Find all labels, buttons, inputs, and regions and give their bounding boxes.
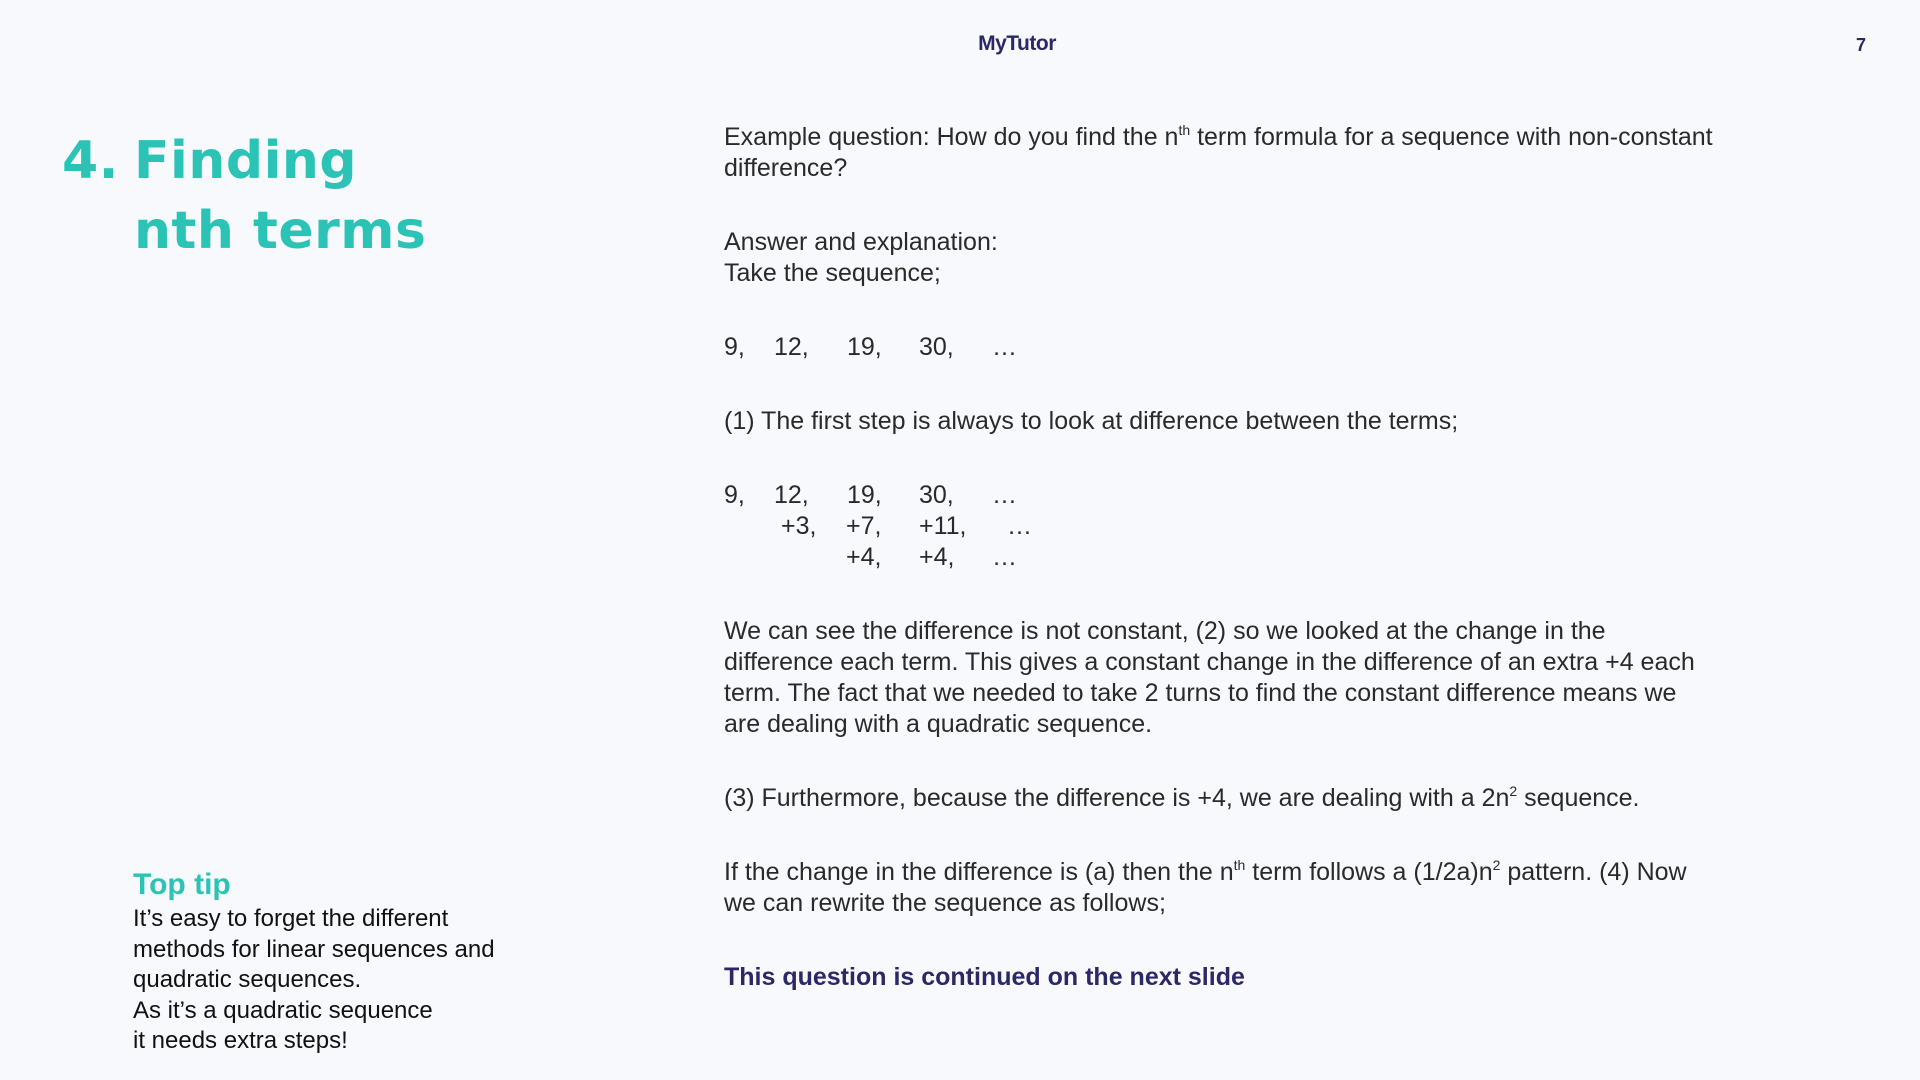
mytutor-logo: MyTutor xyxy=(978,32,1056,55)
first-difference-row xyxy=(724,511,1784,542)
sequence-term: 30, xyxy=(919,333,954,361)
explanation-line: We can see the difference is not constant, (2) so we looked at the change in the xyxy=(724,617,1606,645)
title-line2: nth terms xyxy=(134,201,427,261)
rule-line2: we can rewrite the sequence as follows; xyxy=(724,889,1166,917)
difference-term: +11, xyxy=(919,512,967,540)
explanation-line: difference each term. This gives a constant change in the difference of an extra +4 each xyxy=(724,648,1695,676)
explanation-line: term. The fact that we needed to take 2 turns to find the constant difference means we xyxy=(724,679,1677,707)
step-3: (3) Furthermore, because the difference is +4, we are dealing with a $2n^2$ sequence. xyxy=(724,783,1640,812)
take-sequence: Take the sequence; xyxy=(724,259,941,287)
top-tip-body xyxy=(133,904,495,1057)
sequence-row xyxy=(724,480,1784,511)
difference-term: +7, xyxy=(846,512,882,540)
example-question: Example question: How do you find the $n^{th}$ term formula for a sequence with non-constant xyxy=(724,122,1713,151)
continued-note: This question is continued on the next slide xyxy=(724,963,1245,991)
sequence-term: 12, xyxy=(774,333,809,361)
title-line1: Finding xyxy=(134,131,358,191)
difference-term: +4, xyxy=(846,543,882,571)
sequence-term: … xyxy=(992,333,1017,361)
sequence-row xyxy=(724,332,1784,363)
difference-term: … xyxy=(1007,512,1032,540)
sequence-term: 19, xyxy=(847,333,882,361)
slide-title xyxy=(62,126,426,266)
tip-line: methods for linear sequences and xyxy=(133,935,495,963)
answer-label: Answer and explanation: xyxy=(724,228,998,256)
title-number: 4. xyxy=(62,131,119,191)
difference-term: +3, xyxy=(781,512,817,540)
tip-line: it needs extra steps! xyxy=(133,1027,348,1054)
sequence-term: 30, xyxy=(919,481,954,509)
sequence-term: 12, xyxy=(774,481,809,509)
tip-line: quadratic sequences. xyxy=(133,966,362,993)
tip-line: It’s easy to forget the different xyxy=(133,905,449,932)
sequence-term: … xyxy=(992,481,1017,509)
difference-term: … xyxy=(992,543,1017,571)
top-tip-heading: Top tip xyxy=(133,868,231,901)
rule-line: If the change in the difference is (a) then the $n^{th}$ term follows a $(1/2a)n^2$ pattern. (4) Now xyxy=(724,857,1687,886)
tip-line: As it’s a quadratic sequence xyxy=(133,996,433,1024)
main-content xyxy=(724,122,1784,993)
sequence-term: 19, xyxy=(847,481,882,509)
second-difference-row xyxy=(724,542,1784,573)
page-number: 7 xyxy=(1855,35,1866,55)
sequence-term: 9, xyxy=(724,333,745,361)
explanation-line: are dealing with a quadratic sequence. xyxy=(724,710,1153,738)
difference-term: +4, xyxy=(919,543,955,571)
sequence-term: 9, xyxy=(724,481,745,509)
example-question-line2: difference? xyxy=(724,154,848,182)
step-1: (1) The first step is always to look at difference between the terms; xyxy=(724,407,1459,435)
